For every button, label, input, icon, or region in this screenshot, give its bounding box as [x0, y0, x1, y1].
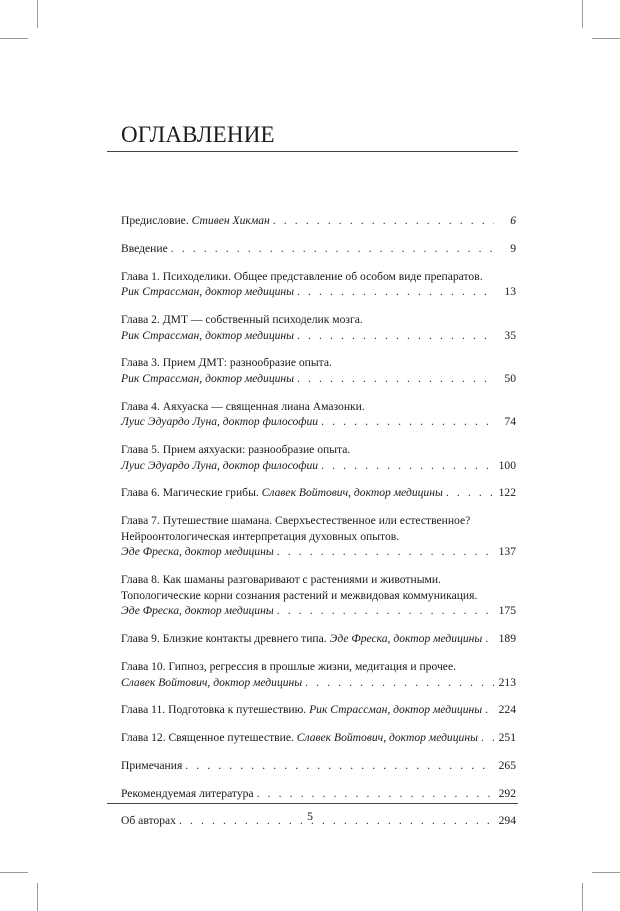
toc-entry-leader-line [121, 730, 516, 746]
toc-entry-leader-line [121, 758, 516, 774]
toc-entry-text [121, 414, 318, 430]
toc-entry-text [121, 213, 270, 229]
toc-entry-title-line: Глава 1. Психоделики. Общее представление об особом виде препаратов. [121, 269, 483, 283]
toc-entry[interactable] [121, 312, 516, 343]
toc-dot-leader [297, 371, 494, 387]
toc-entry[interactable] [121, 572, 516, 619]
toc-entry-title: Предисловие. [121, 214, 192, 227]
toc-dot-leader [273, 213, 494, 229]
crop-mark-bottom-left-h [0, 872, 28, 873]
toc-entry-title-line: Глава 4. Аяхуаска — священная лиана Амазонки. [121, 399, 365, 413]
toc-entry-author: Рик Страссман, доктор медицины [121, 285, 295, 299]
toc-entry[interactable] [121, 241, 516, 257]
toc-entry-page-number: 137 [498, 545, 516, 559]
toc-entry-author: Рик Страссман, доктор медицины [121, 328, 295, 342]
toc-entry[interactable] [121, 659, 516, 690]
toc-entry[interactable] [121, 730, 516, 746]
toc-dot-leader [185, 758, 494, 774]
toc-entry-page-number: 175 [498, 604, 516, 618]
toc-entry-text [121, 786, 254, 802]
toc-entry-page-number: 292 [498, 786, 516, 800]
toc-entry-title: Глава 9. Близкие контакты древнего типа. [121, 632, 330, 646]
toc-dot-leader [297, 328, 494, 344]
toc-entry-author: Славек Войтович, доктор медицины [296, 731, 478, 745]
table-of-contents [121, 213, 516, 841]
toc-entry-page-number: 265 [498, 758, 516, 772]
page-number: 5 [307, 809, 313, 823]
toc-entry-title: Об авторах [121, 814, 176, 828]
toc-entry-leader-line [121, 414, 516, 430]
toc-dot-leader [321, 414, 494, 430]
crop-mark-bottom-right-v [582, 883, 583, 911]
toc-entry-page-number: 213 [498, 675, 516, 689]
toc-dot-leader [277, 603, 494, 619]
toc-entry[interactable] [121, 513, 516, 560]
toc-entry-text [121, 371, 294, 387]
toc-entry-text [121, 675, 302, 691]
toc-entry-author: Славек Войтович, доктор медицины [121, 675, 303, 689]
toc-entry-leader-line [121, 702, 516, 718]
toc-entry-text [121, 544, 274, 560]
toc-entry-leader-line [121, 328, 516, 344]
toc-entry-title: Примечания [121, 758, 183, 772]
toc-entry[interactable] [121, 485, 516, 501]
toc-entry-author: Рик Страссман, доктор медицины [309, 703, 483, 717]
toc-entry-title: Глава 6. Магические грибы. [121, 486, 262, 500]
toc-dot-leader [481, 730, 494, 746]
toc-entry-leader-line [121, 284, 516, 300]
toc-entry-text [121, 702, 482, 718]
toc-entry-author: Эде Фреска, доктор медицины [121, 545, 274, 559]
toc-entry-leader-line [121, 241, 516, 257]
toc-entry-page-number: 189 [498, 632, 516, 646]
toc-dot-leader [277, 544, 494, 560]
toc-dot-leader [297, 284, 494, 300]
toc-entry-author: Славек Войтович, доктор медицины [261, 486, 443, 500]
title-rule [107, 151, 518, 152]
toc-entry-author: Луис Эдуардо Луна, доктор философии [121, 458, 319, 472]
toc-entry-author: Луис Эдуардо Луна, доктор философии [121, 415, 319, 429]
toc-entry-author: Эде Фреска, доктор медицины [329, 632, 483, 646]
toc-entry-leader-line [121, 603, 516, 619]
toc-entry-page-number: 50 [504, 371, 516, 385]
toc-entry-title-line: Топологические корни сознания растений и межвидовая коммуникация. [121, 588, 478, 602]
toc-entry-author: Стивен Хикман [191, 214, 270, 227]
toc-entry-title: Глава 11. Подготовка к путешествию. [121, 703, 310, 717]
toc-entry-leader-line [121, 675, 516, 691]
toc-entry-page-number: 35 [504, 328, 516, 342]
toc-entry-leader-line [121, 371, 516, 387]
toc-entry-title-line: Глава 3. Прием ДМТ: разнообразие опыта. [121, 356, 332, 370]
toc-entry-text [121, 603, 274, 619]
toc-entry-title-line: Глава 5. Прием аяхуаски: разнообразие опыта. [121, 443, 351, 457]
toc-entry-text [121, 328, 294, 344]
toc-entry[interactable] [121, 442, 516, 473]
toc-dot-leader [305, 675, 494, 691]
toc-entry[interactable] [121, 399, 516, 430]
crop-mark-top-left-v [37, 0, 38, 28]
toc-entry[interactable] [121, 269, 516, 300]
toc-entry-leader-line [121, 786, 516, 802]
toc-entry[interactable] [121, 702, 516, 718]
toc-entry[interactable] [121, 786, 516, 802]
toc-entry-title-line: Глава 8. Как шаманы разговаривают с растениями и животными. [121, 573, 441, 587]
toc-entry-text [121, 631, 482, 647]
toc-entry-page-number: 13 [504, 285, 516, 299]
toc-entry-text [121, 758, 182, 774]
toc-entry-leader-line [121, 631, 516, 647]
toc-dot-leader [171, 241, 494, 257]
toc-entry[interactable] [121, 355, 516, 386]
toc-entry-text [121, 730, 478, 746]
toc-entry-leader-line [121, 458, 516, 474]
toc-entry-text [121, 284, 294, 300]
toc-entry-title-line: Нейроонтологическая интерпретация духовных опытов. [121, 529, 400, 543]
toc-entry-page-number: 294 [498, 814, 516, 828]
toc-entry-title: Глава 12. Священное путешествие. [121, 731, 297, 745]
toc-entry[interactable] [121, 631, 516, 647]
footer-rule [107, 803, 518, 804]
toc-entry-title: Рекомендуемая литература [121, 786, 254, 800]
toc-entry-leader-line [121, 485, 516, 501]
crop-mark-bottom-right-h [592, 872, 620, 873]
toc-entry-page-number: 100 [498, 458, 516, 472]
toc-entry-author: Эде Фреска, доктор медицины [121, 604, 274, 618]
toc-entry-page-number: 224 [498, 703, 516, 717]
toc-entry-page-number: 122 [498, 486, 516, 500]
crop-mark-top-right-h [592, 38, 620, 39]
toc-entry-text [121, 241, 168, 257]
toc-entry[interactable] [121, 213, 516, 229]
toc-entry-author: Рик Страссман, доктор медицины [121, 371, 295, 385]
toc-entry-page-number: 74 [504, 415, 516, 429]
toc-dot-leader [257, 786, 494, 802]
toc-entry-page-number: 6 [510, 214, 516, 227]
toc-entry-page-number: 251 [498, 731, 516, 745]
toc-entry-title: Введение [121, 241, 168, 255]
toc-entry[interactable] [121, 758, 516, 774]
toc-entry-title-line: Глава 10. Гипноз, регрессия в прошлые жизни, медитация и прочее. [121, 659, 456, 673]
toc-entry-title-line: Глава 2. ДМТ — собственный психоделик мозга. [121, 312, 363, 326]
toc-entry-leader-line [121, 544, 516, 560]
crop-mark-top-right-v [582, 0, 583, 28]
toc-dot-leader [321, 458, 494, 474]
crop-mark-bottom-left-v [37, 883, 38, 911]
toc-dot-leader [446, 485, 494, 501]
crop-mark-top-left-h [0, 38, 28, 39]
toc-dot-leader [485, 631, 494, 647]
toc-entry-text [121, 485, 443, 501]
toc-entry-title-line: Глава 7. Путешествие шамана. Сверхъестественное или естественное? [121, 514, 471, 528]
page-title: ОГЛАВЛЕНИЕ [121, 122, 275, 147]
toc-entry-page-number: 9 [510, 241, 516, 255]
toc-entry-leader-line [121, 213, 516, 229]
toc-entry-text [121, 458, 318, 474]
toc-dot-leader [485, 702, 494, 718]
